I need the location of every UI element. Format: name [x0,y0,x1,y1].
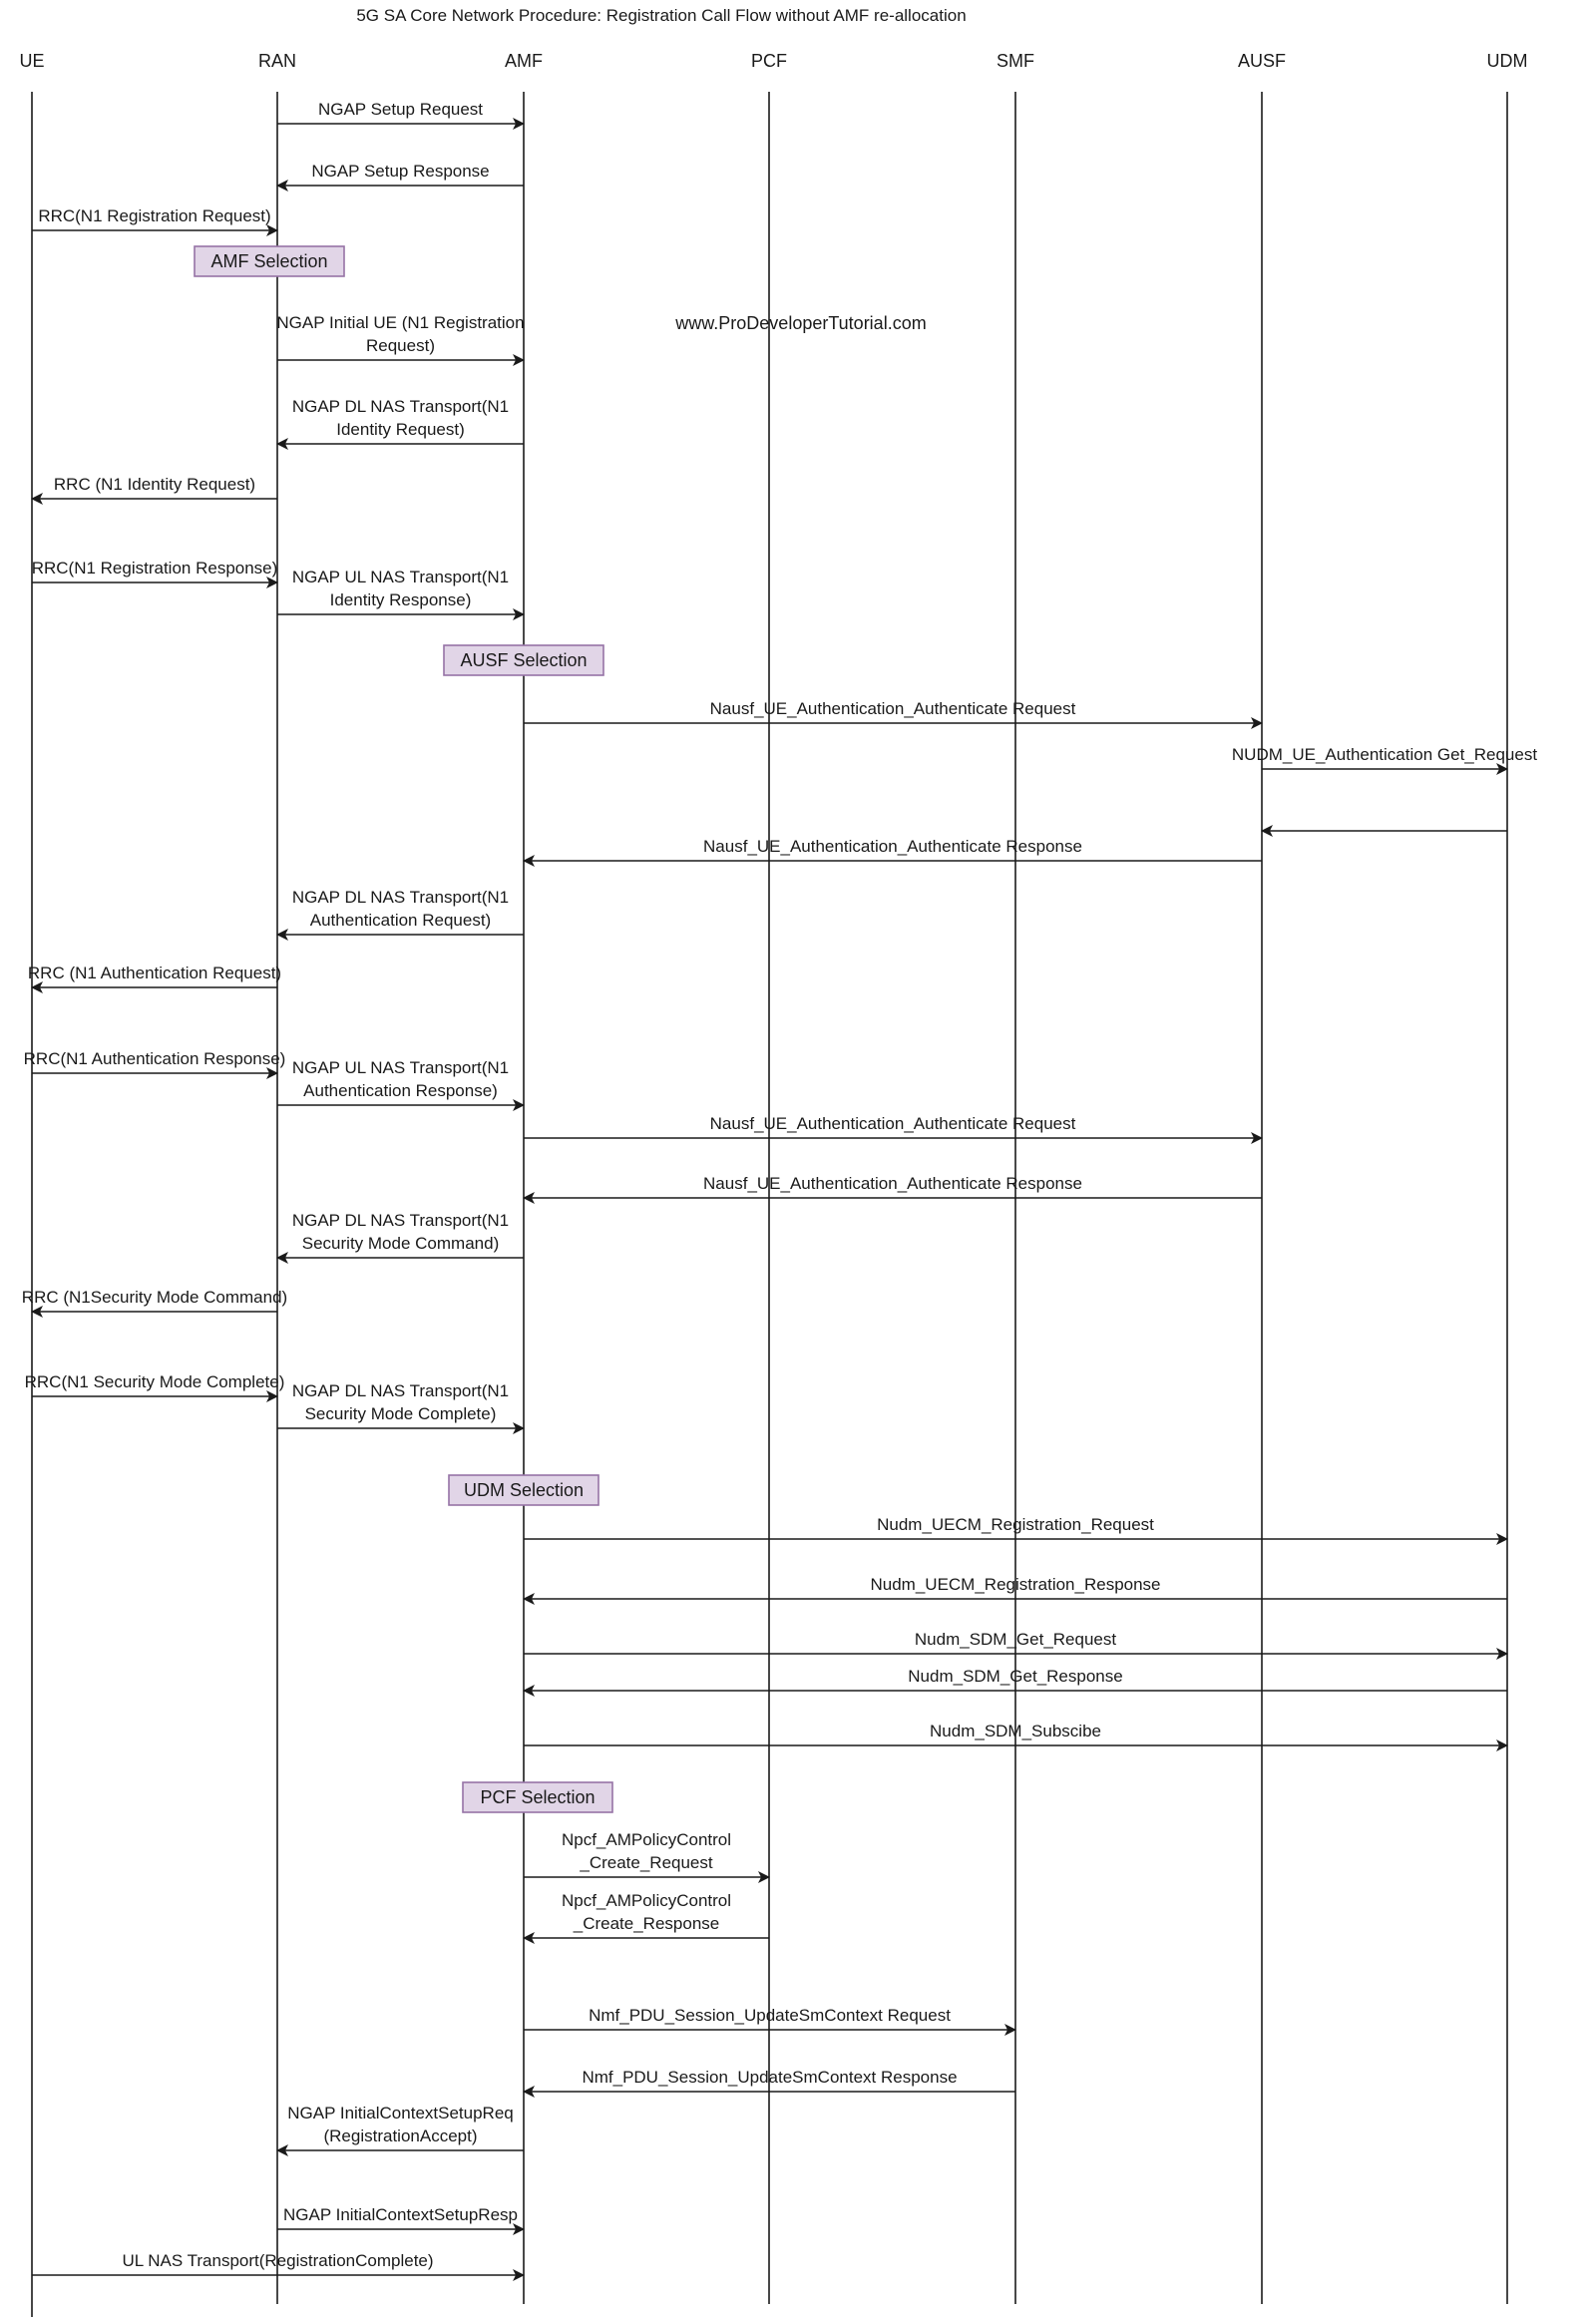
note-pcf-selection [463,1782,612,1812]
message-6 [32,475,277,499]
message-label: NGAP DL NAS Transport(N1 [291,397,510,416]
message-2 [277,162,524,186]
message-21 [25,1372,285,1396]
message-16 [277,1058,524,1105]
message-label: Identity Request) [336,420,465,439]
message-label: NGAP DL NAS Transport(N1 [291,888,510,907]
actor-ran: RAN [257,51,297,71]
message-label: NGAP Setup Response [311,162,490,181]
message-22 [277,1381,524,1428]
message-label: _Create_Request [580,1853,713,1872]
message-7 [32,559,278,582]
message-label: (RegistrationAccept) [323,2126,478,2145]
message-9 [524,699,1262,723]
message-18 [524,1174,1262,1198]
message-17 [524,1114,1262,1138]
message-8 [277,568,524,614]
message-label: Nausf_UE_Authentication_Authenticate Request [709,699,1076,718]
message-10 [1232,745,1537,769]
note-udm-selection [449,1475,598,1505]
message-label: Npcf_AMPolicyControl [561,1830,732,1849]
message-label: Identity Response) [329,590,472,609]
message-label: RRC(N1 Authentication Response) [23,1049,286,1068]
diagram-title: 5G SA Core Network Procedure: Registration Call Flow without AMF re-allocation [356,6,967,25]
message-label: Nausf_UE_Authentication_Authenticate Request [709,1114,1076,1133]
message-label: Nmf_PDU_Session_UpdateSmContext Request [589,2006,951,2025]
message-5 [277,397,524,444]
message-label: NGAP UL NAS Transport(N1 [291,568,510,586]
message-4 [276,313,524,360]
message-label: NGAP Setup Request [317,100,484,119]
message-label: NGAP Initial UE (N1 Registration [276,313,525,332]
message-12 [524,837,1262,861]
messages-layer [22,100,1538,2275]
note-ausf-selection [444,645,603,675]
message-label: Security Mode Command) [301,1234,500,1253]
note-label: UDM Selection [463,1480,585,1500]
message-label: RRC (N1 Identity Request) [53,475,256,494]
message-3 [32,206,277,230]
notes-layer [195,246,612,1812]
message-label: Authentication Response) [303,1081,498,1100]
message-13 [277,888,524,935]
message-label: RRC(N1 Registration Request) [38,206,271,225]
message-label: Security Mode Complete) [304,1404,497,1423]
watermark-text: www.ProDeveloperTutorial.com [675,313,927,333]
message-label: Authentication Request) [309,911,492,930]
message-label: Request) [366,336,435,355]
actor-pcf: PCF [751,51,787,71]
message-label: RRC(N1 Registration Response) [31,559,278,578]
actor-ausf: AUSF [1237,51,1287,71]
message-label: RRC (N1Security Mode Command) [21,1288,288,1307]
message-label: RRC(N1 Security Mode Complete) [24,1372,285,1391]
message-label: NUDM_UE_Authentication Get_Request [1231,745,1538,764]
message-label: Nudm_SDM_Subscibe [930,1722,1101,1740]
message-label: NGAP DL NAS Transport(N1 [291,1211,510,1230]
message-label: NGAP InitialContextSetupReq [287,2104,514,2123]
actor-ue: UE [19,51,45,71]
message-label: Npcf_AMPolicyControl [561,1891,732,1910]
message-label: Nausf_UE_Authentication_Authenticate Response [703,1174,1082,1193]
message-label: Nudm_SDM_Get_Request [914,1630,1117,1649]
message-label: _Create_Response [573,1914,720,1933]
note-label: AUSF Selection [460,650,588,670]
message-label: Nudm_UECM_Registration_Request [877,1515,1154,1534]
message-19 [277,1211,524,1258]
message-label: Nudm_UECM_Registration_Response [870,1575,1161,1594]
message-1 [277,100,524,124]
actor-smf: SMF [997,51,1034,71]
message-label: NGAP UL NAS Transport(N1 [291,1058,510,1077]
message-label: Nudm_SDM_Get_Response [908,1667,1123,1686]
message-label: NGAP DL NAS Transport(N1 [291,1381,510,1400]
message-label: NGAP InitialContextSetupResp [283,2205,518,2224]
actor-udm: UDM [1486,51,1528,71]
note-amf-selection [195,246,344,276]
message-label: Nmf_PDU_Session_UpdateSmContext Response [582,2068,958,2087]
message-20 [22,1288,287,1312]
message-33 [277,2205,524,2229]
message-14 [28,964,281,987]
message-28 [524,1830,769,1877]
message-29 [524,1891,769,1938]
note-label: AMF Selection [210,251,328,271]
message-label: RRC (N1 Authentication Request) [27,964,282,982]
message-label: Nausf_UE_Authentication_Authenticate Response [703,837,1082,856]
message-32 [277,2104,524,2150]
message-15 [24,1049,286,1073]
message-label: UL NAS Transport(RegistrationComplete) [122,2251,434,2270]
note-label: PCF Selection [480,1787,596,1807]
actor-amf: AMF [505,51,543,71]
